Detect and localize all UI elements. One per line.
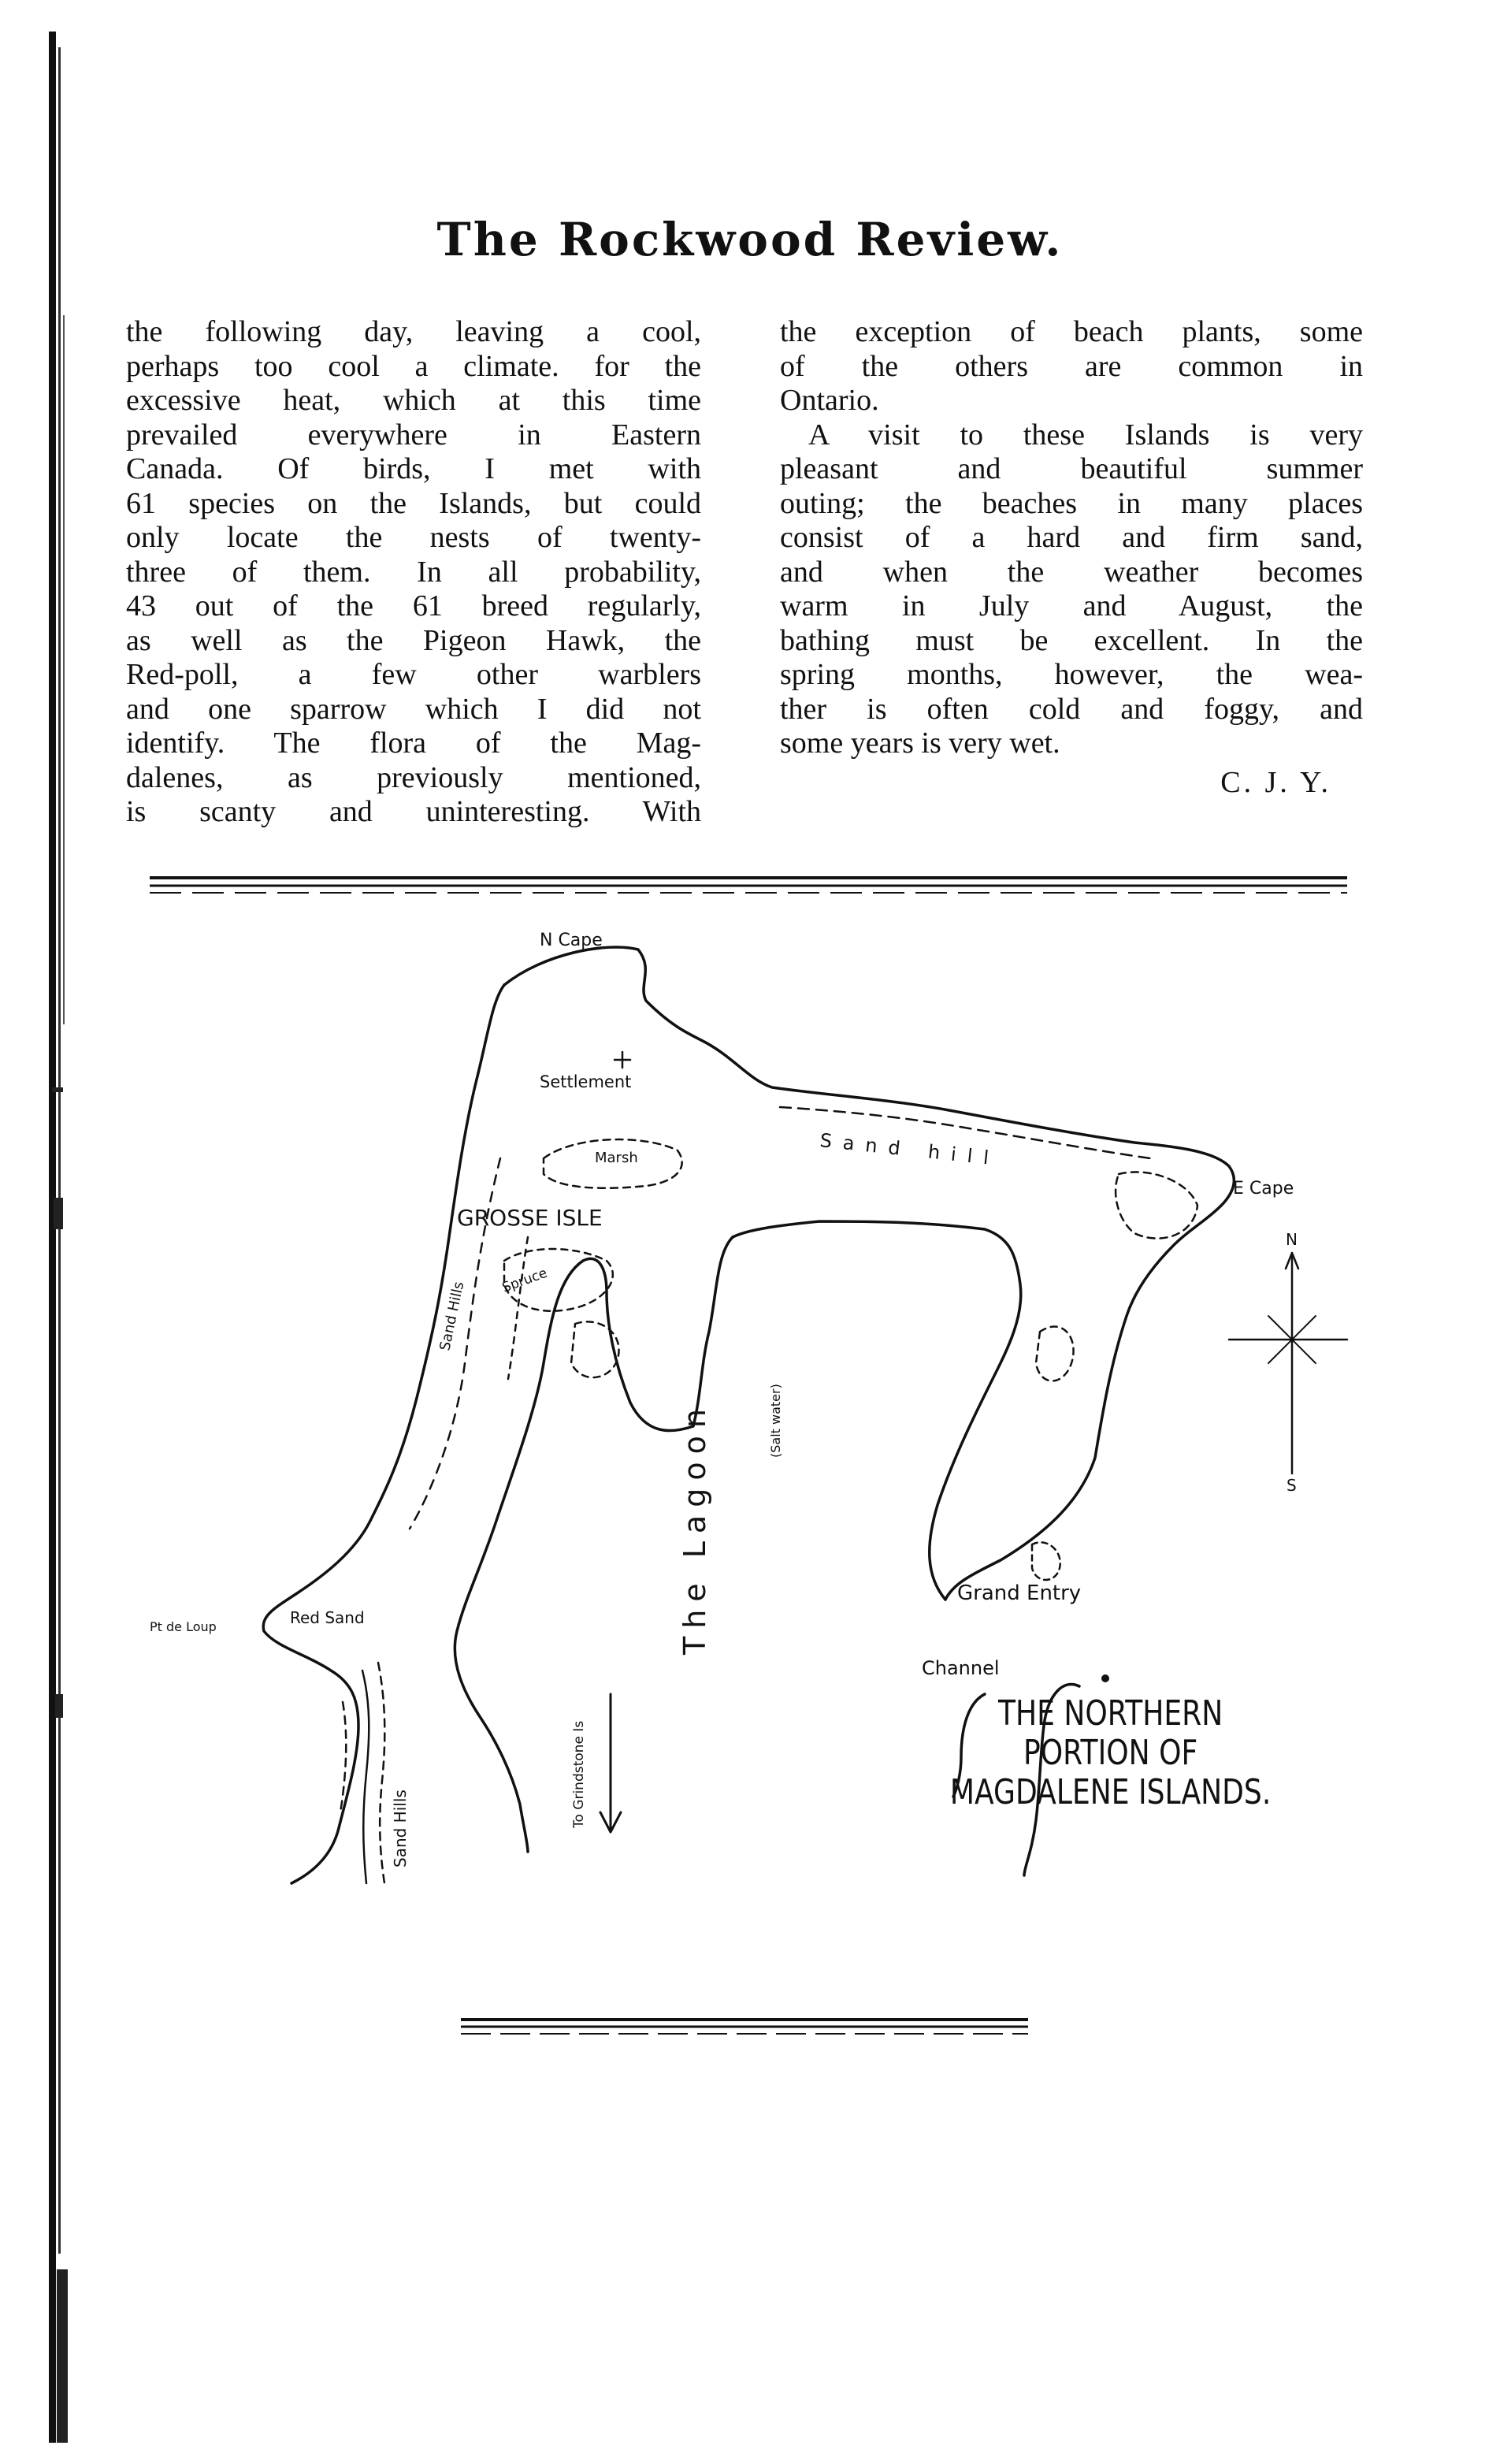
- map-label-channel: Channel: [922, 1657, 1000, 1679]
- double-rule-top: [150, 873, 1347, 897]
- text-line: as well as the Pigeon Hawk, the: [126, 623, 701, 657]
- caption-line: MAGDALENE ISLANDS.: [949, 1772, 1272, 1812]
- map-label-n-cape: N Cape: [540, 931, 603, 950]
- text-line: Red-poll, a few other warblers: [126, 658, 701, 691]
- compass-north-label: N: [1286, 1230, 1298, 1249]
- running-head: The Rockwood Review.: [436, 213, 1064, 266]
- text-line: spring months, however, the wea-: [780, 658, 1363, 691]
- text-line: pleasant and beautiful summer: [780, 452, 1363, 485]
- caption-line: PORTION OF: [1023, 1733, 1198, 1773]
- ink-dot: [1101, 1674, 1109, 1682]
- text-line: three of them. In all probability,: [126, 555, 701, 589]
- compass-south-label: S: [1287, 1476, 1297, 1495]
- map-label-grand-entry: Grand Entry: [957, 1581, 1082, 1605]
- author-signature: C. J. Y.: [1220, 765, 1331, 799]
- page-binding-edge: [0, 0, 87, 2464]
- article-right-column: [780, 315, 1363, 800]
- text-line: outing; the beaches in many places: [780, 486, 1363, 520]
- text-line: consist of a hard and firm sand,: [780, 521, 1363, 554]
- text-line: 61 species on the Islands, but could: [126, 486, 701, 520]
- text-line: excessive heat, which at this time: [126, 384, 701, 417]
- map-label-sand-hills-lower: Sand Hills: [391, 1789, 410, 1868]
- text-line: of the others are common in: [780, 349, 1363, 383]
- text-line: and when the weather becomes: [780, 555, 1363, 589]
- text-line: and one sparrow which I did not: [126, 692, 701, 726]
- map-label-e-cape: E Cape: [1233, 1179, 1294, 1199]
- map-label-sand-hills-upper: Sand Hills: [436, 1280, 468, 1353]
- map-label-red-sand: Red Sand: [290, 1608, 365, 1627]
- text-line: is scanty and uninteresting. With: [126, 795, 701, 828]
- map-label-spruce: Spruce: [499, 1265, 550, 1296]
- article-left-column: [126, 315, 701, 830]
- map-label-the-lagoon: The Lagoon: [678, 1401, 712, 1655]
- map-caption: [930, 1694, 1291, 1812]
- text-line: Canada. Of birds, I met with: [126, 452, 701, 485]
- right-paragraph-1: [780, 315, 1363, 418]
- text-line: perhaps too cool a climate. for the: [126, 349, 701, 383]
- text-line: bathing must be excellent. In the: [780, 623, 1363, 657]
- text-line: Ontario.: [780, 384, 879, 417]
- text-line: only locate the nests of twenty-: [126, 521, 701, 554]
- map-label-sand-hill: Sand hill: [819, 1129, 1001, 1170]
- right-paragraph-2: [780, 418, 1363, 761]
- caption-line: THE NORTHERN: [997, 1693, 1223, 1734]
- map-label-grosse-isle: GROSSE ISLE: [457, 1205, 603, 1231]
- text-line: 43 out of the 61 breed regularly,: [126, 589, 701, 623]
- double-rule-bottom: [461, 2016, 1028, 2039]
- text-line: some years is very wet.: [780, 727, 1060, 760]
- map-label-settlement: Settlement: [540, 1072, 632, 1091]
- text-line: dalenes, as previously mentioned,: [126, 760, 701, 794]
- text-line: the exception of beach plants, some: [780, 315, 1363, 348]
- text-line: prevailed everywhere in Eastern: [126, 418, 701, 452]
- text-line: warm in July and August, the: [780, 589, 1363, 623]
- text-line: identify. The flora of the Mag-: [126, 727, 701, 760]
- map-label-salt-water: (Salt water): [768, 1384, 783, 1458]
- map-label-to-grindstone: To Grindstone Is: [571, 1720, 587, 1828]
- left-paragraph: [126, 315, 701, 830]
- map-label-marsh: Marsh: [595, 1150, 638, 1166]
- map-label-pt-de-loup: Pt de Loup: [150, 1619, 217, 1634]
- text-line: the following day, leaving a cool,: [126, 315, 701, 348]
- text-line: A visit to these Islands is very: [808, 418, 1363, 452]
- text-line: ther is often cold and foggy, and: [780, 692, 1363, 726]
